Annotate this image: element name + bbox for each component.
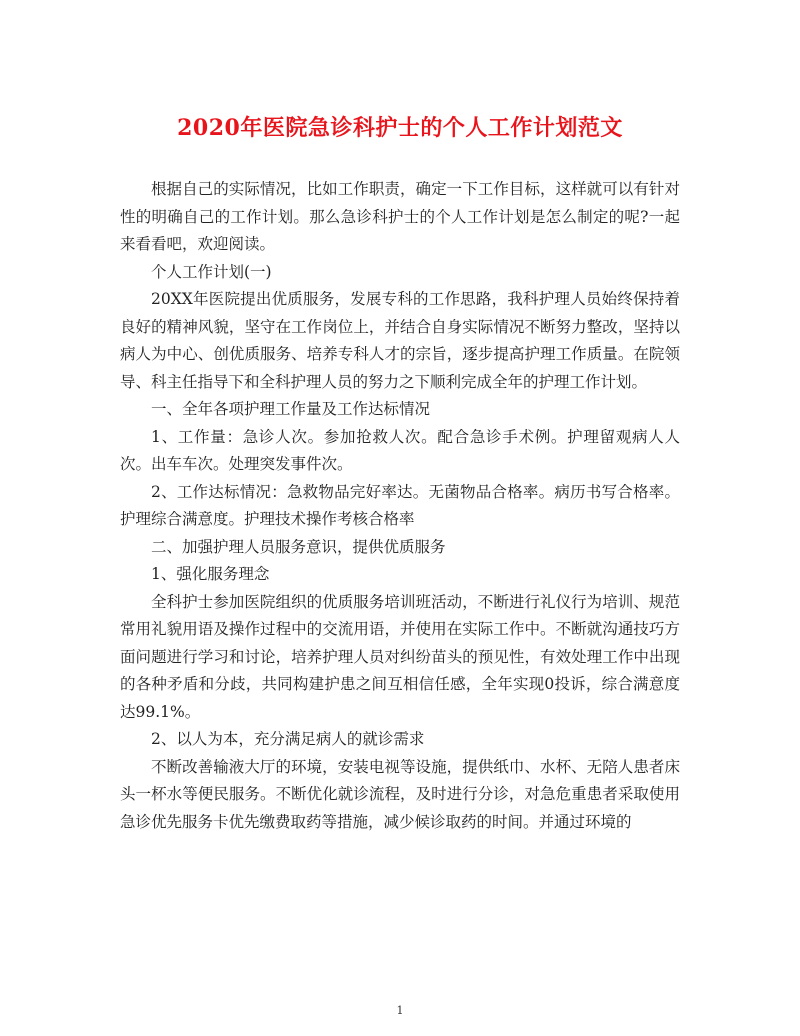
body-paragraph: 2、工作达标情况：急救物品完好率达。无菌物品合格率。病历书写合格率。护理综合满意度。护理技术操作考核合格率 [120, 482, 680, 528]
body-paragraph: 不断改善输液大厅的环境，安装电视等设施，提供纸巾、水杯、无陪人患者床头一杯水等便民服务。不断优化就诊流程，及时进行分诊，对急危重患者采取使用急诊优先服务卡优先缴费取药等措施，减少候诊取药的时间。并通过环境的 [120, 757, 680, 831]
intro-paragraph: 根据自己的实际情况，比如工作职责，确定一下工作目标，这样就可以有针对性的明确自己的工作计划。那么急诊科护士的个人工作计划是怎么制定的呢?一起来看看吧，欢迎阅读。 [120, 180, 680, 253]
subsection-heading-patient-needs: 2、以人为本，充分满足病人的就诊需求 [151, 730, 425, 748]
body-paragraph: 1、工作量：急诊人次。参加抢救人次。配合急诊手术例。护理留观病人人次。出车车次。处理突发事件次。 [120, 427, 680, 473]
body-paragraph: 全科护士参加医院组织的优质服务培训班活动，不断进行礼仪行为培训、规范常用礼貌用语及操作过程中的交流用语，并使用在实际工作中。不断就沟通技巧方面问题进行学习和讨论，培养护理人员对纠纷苗头的预见性，有效处理工作中出现的各种矛盾和分歧，共同构建护患之间互相信任感，全年实现0投诉，综合满意度达99.1%。 [120, 592, 680, 721]
document-body [120, 176, 680, 836]
subsection-heading-service-concept: 1、强化服务理念 [151, 565, 270, 583]
body-paragraph: 20XX年医院提出优质服务，发展专科的工作思路，我科护理人员始终保持着良好的精神风貌，坚守在工作岗位上，并结合自身实际情况不断努力整改，坚持以病人为中心、创优质服务、培养专科人才的宗旨，逐步提高护理工作质量。在院领导、科主任指导下和全科护理人员的努力之下顺利完成全年的护理工作计划。 [120, 290, 680, 391]
section-heading-plan-1: 个人工作计划(一) [151, 262, 272, 281]
section-heading-service: 二、加强护理人员服务意识，提供优质服务 [151, 537, 446, 556]
document-title: 2020年医院急诊科护士的个人工作计划范文 [177, 115, 623, 141]
page-number: 1 [396, 1004, 404, 1017]
section-heading-workload: 一、全年各项护理工作量及工作达标情况 [151, 400, 431, 418]
